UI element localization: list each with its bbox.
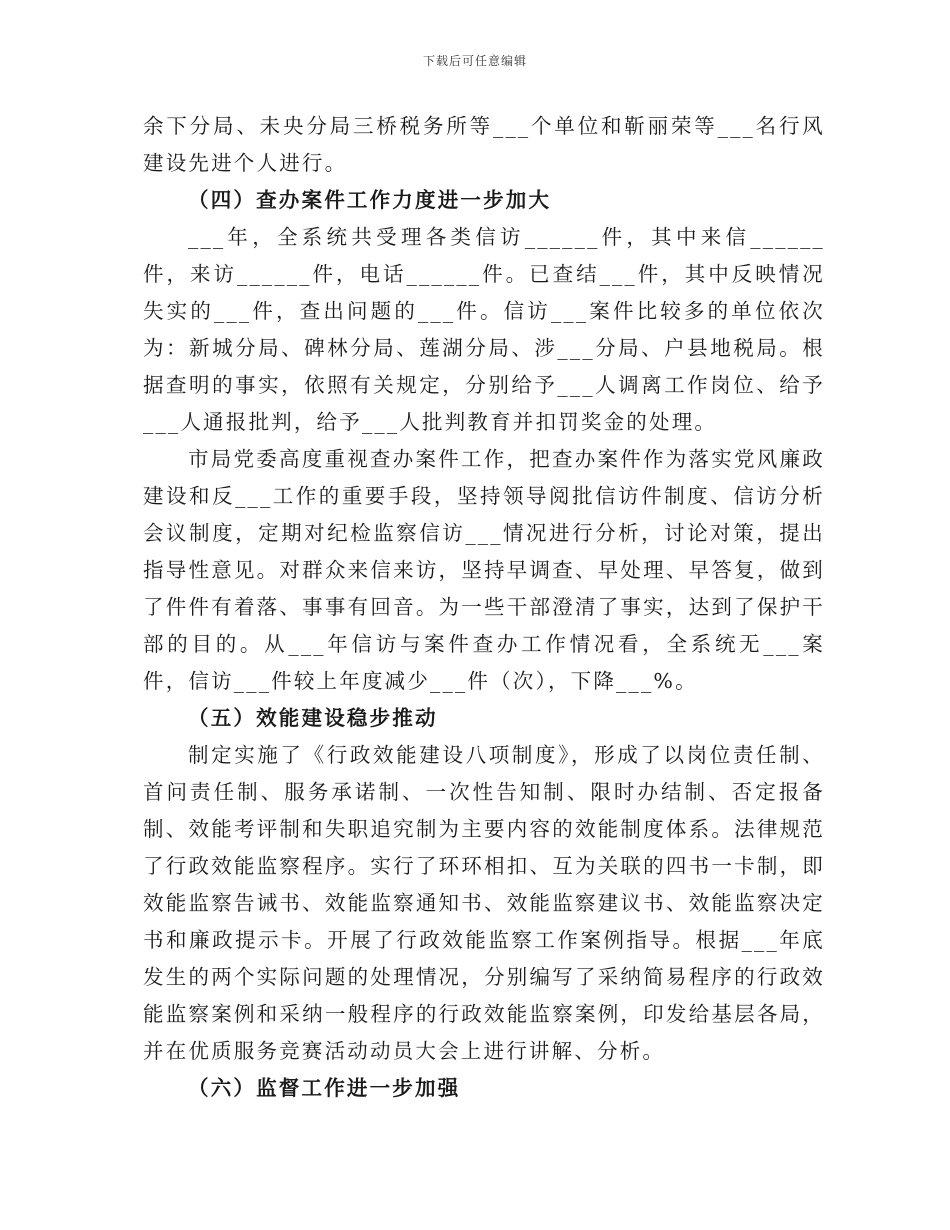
paragraph-continuation: 余下分局、未央分局三桥税务所等___个单位和靳丽荣等___名行风建设先进个人进行。 — [143, 114, 825, 175]
section-heading-6: （六）监督工作进一步加强 — [188, 1076, 461, 1100]
paragraph-efficiency-building: 制定实施了《行政效能建设八项制度》，形成了以岗位责任制、首问责任制、服务承诺制、一次性告知制、限时办结制、否定报备制、效能考评制和失职追究制为主要内容的效能制度体系。法律规范了行政效能监察程序。实行了环环相扣、互为关联的四书一卡制，即效能监察告诫书、效能监察通知书、效能监察建议书、效能监察决定书和廉政提示卡。开展了行政效能监察工作案例指导。根据___年底发生的两个实际问题的处理情况，分别编写了采纳简易程序的行政效能监察案例和采纳一般程序的行政效能监察案例，印发给基层各局，并在优质服务竞赛活动动员大会上进行讲解、分析。 — [143, 743, 825, 1063]
paragraph-case-statistics: ___年，全系统共受理各类信访______件，其中来信______件，来访______件，电话______件。已查结___件，其中反映情况失实的___件，查出问题的___件。信访___案件比较多的单位依次为：新城分局、碑林分局、莲湖分局、涉___分局、户县地税局。根据查明的事实，依照有关规定，分别给予___人调离工作岗位、给予___人通报批判，给予___人批判教育并扣罚奖金的处理。 — [143, 225, 825, 434]
paragraph-case-handling: 市局党委高度重视查办案件工作，把查办案件作为落实党风廉政建设和反___工作的重要手段，坚持领导阅批信访件制度、信访分析会议制度，定期对纪检监察信访___情况进行分析，讨论对策，提出指导性意见。对群众来信来访，坚持早调查、早处理、早答复，做到了件件有着落、事事有回音。为一些干部澄清了事实，达到了保护干部的目的。从___年信访与案件查办工作情况看，全系统无___案件，信访___件较上年度减少___件（次），下降___%。 — [143, 447, 825, 693]
document-body — [143, 108, 825, 1107]
page-header: 下载后可任意编辑 — [422, 54, 527, 68]
section-heading-4: （四）查办案件工作力度进一步加大 — [188, 188, 552, 212]
section-heading-5: （五）效能建设稳步推动 — [188, 706, 438, 730]
